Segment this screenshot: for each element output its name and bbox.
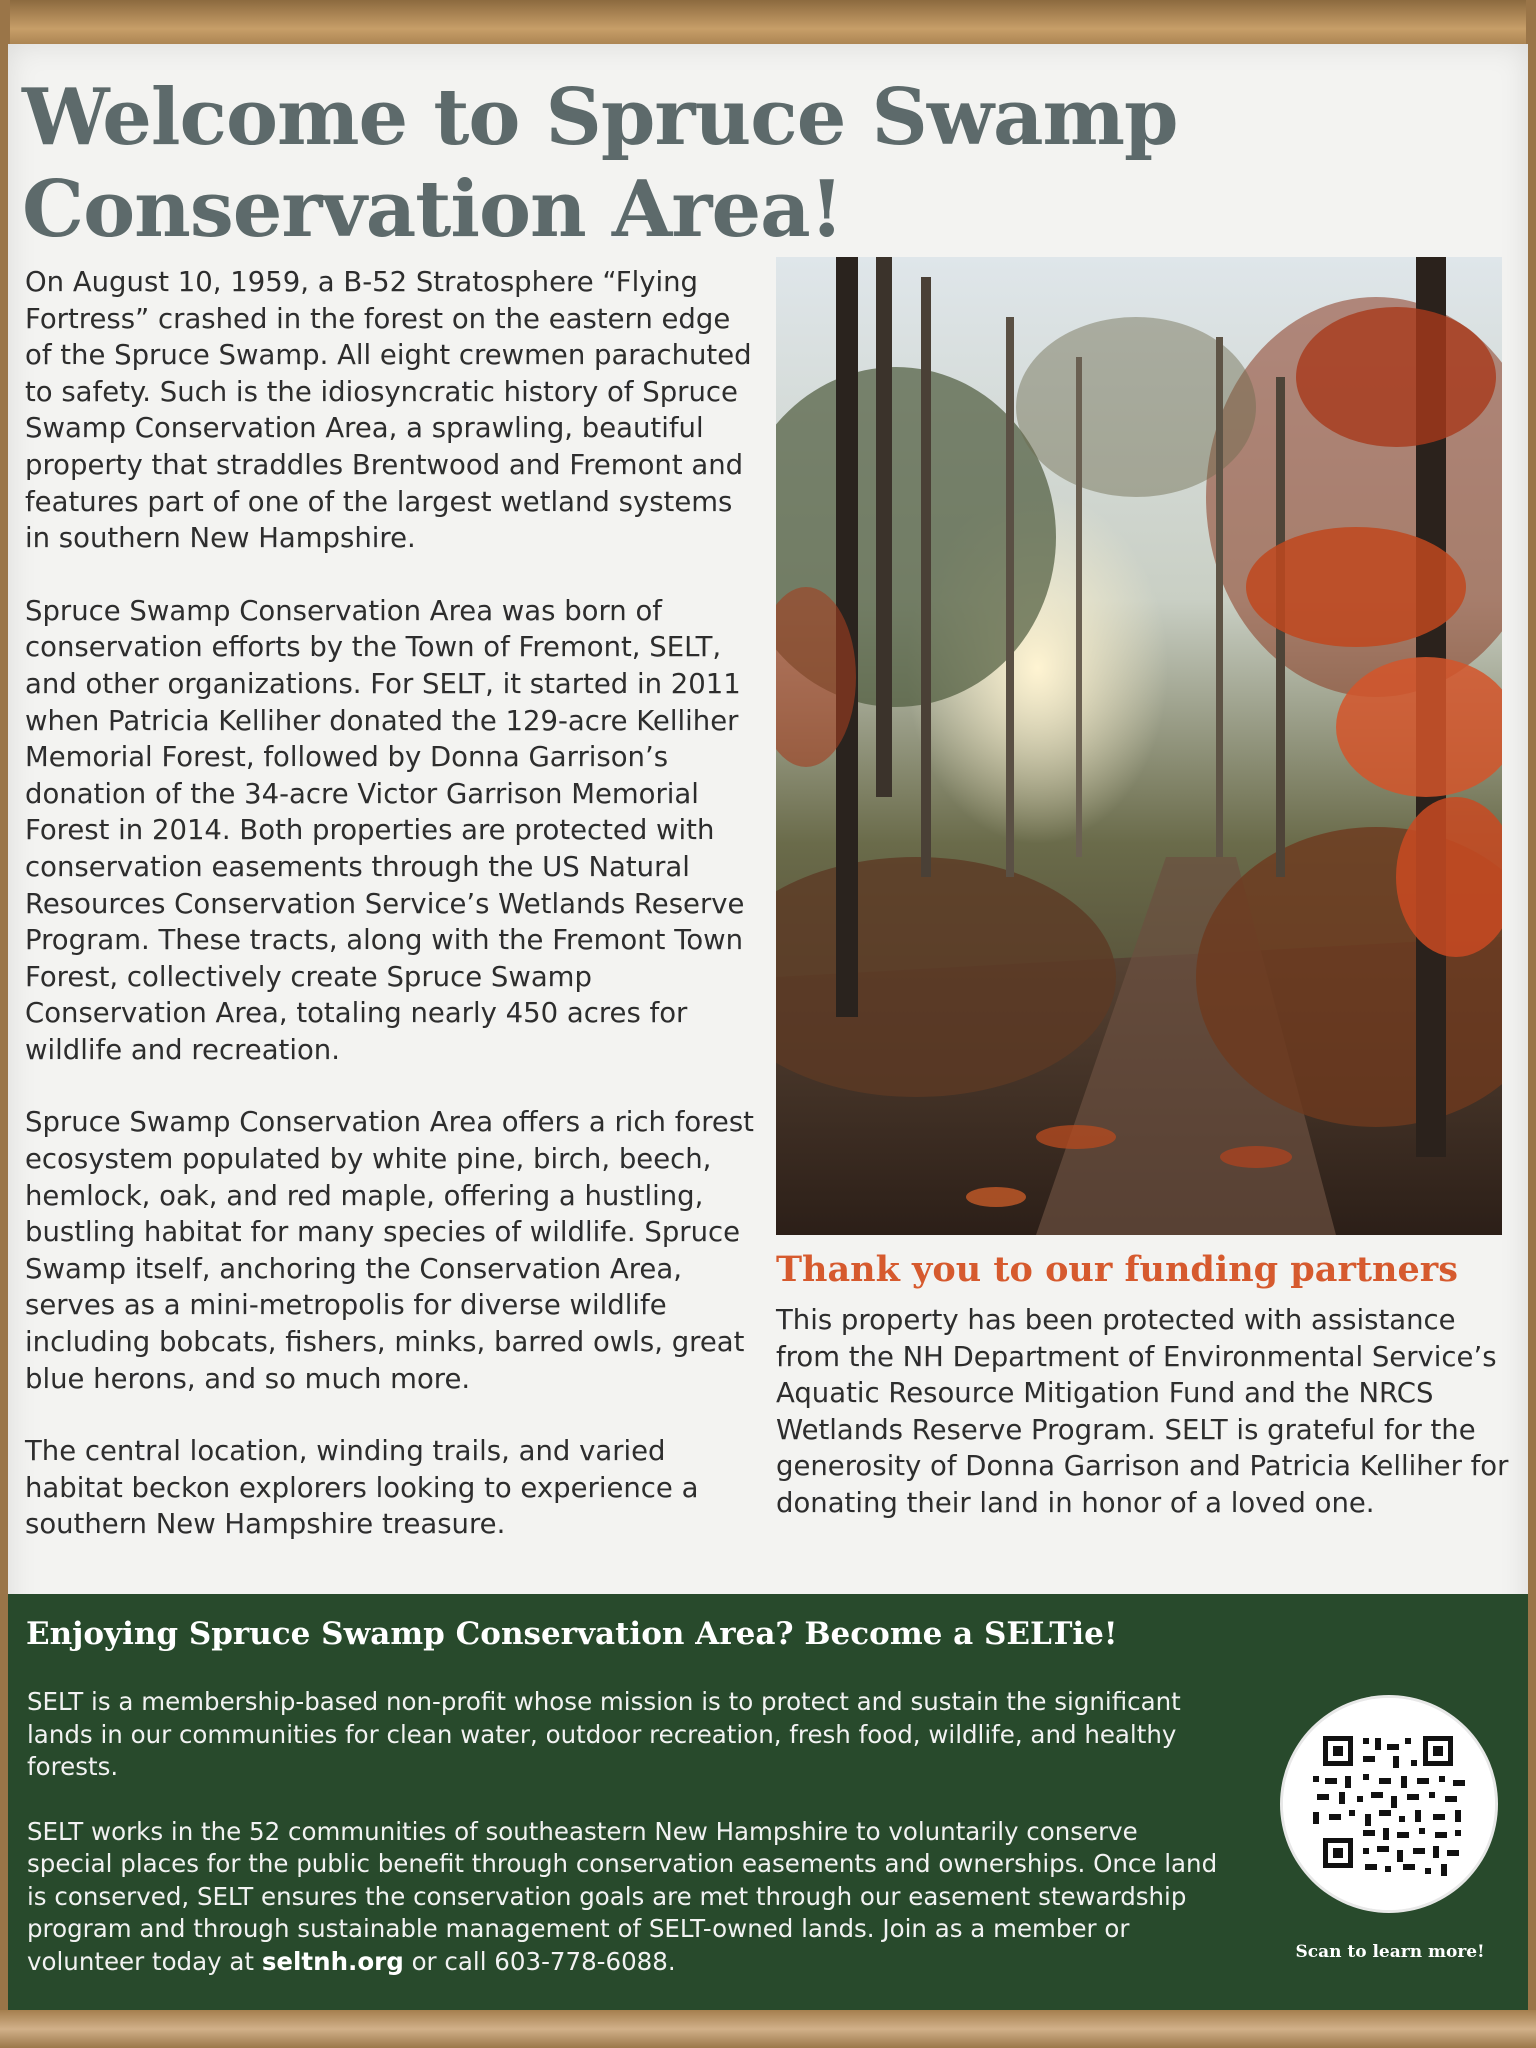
history-column bbox=[25, 264, 755, 1579]
title-line-2: Conservation Area! bbox=[22, 164, 843, 255]
communities-text: SELT works in the 52 communities of southeastern New Hampshire to voluntarily conserve special places for the public benefit through conservation easements and ownerships. Once land is conserved, SELT ensures the conservation goals are met through our easement stewardship program and through sustainable management of SELT-owned lands. Join as a member or volunteer today at bbox=[27, 1816, 1218, 1976]
funding-partners-text: This property has been protected with assistance from the NH Department of Environmental Service’s Aquatic Resource Mitigation Fund and the NRCS Wetlands Reserve Program. SELT is grateful for the generosity of Donna Garrison and Patricia Kelliher for donating their land in honor of a loved one. bbox=[776, 1304, 1509, 1519]
communities-paragraph bbox=[27, 1816, 1227, 1979]
phone-text: or call 603-778-6088. bbox=[403, 1946, 676, 1976]
page-title bbox=[22, 72, 1222, 256]
wooden-frame-bottom bbox=[0, 2010, 1536, 2048]
funding-partners-heading: Thank you to our funding partners bbox=[776, 1249, 1458, 1290]
ecosystem-paragraph: Spruce Swamp Conservation Area offers a rich forest ecosystem populated by white pine, birch, beech, hemlock, oak, and red maple, offering a hustling, bustling habitat for many species of wildlife. Spruce Swamp itself, anchoring the Conservation Area, serves as a mini-metropolis for diverse wildlife including bobcats, fishers, minks, barred owls, great blue herons, and so much more. bbox=[25, 1106, 754, 1395]
wooden-frame-top bbox=[0, 0, 1536, 48]
origin-paragraph: Spruce Swamp Conservation Area was born of conservation efforts by the Town of Fremont, SELT, and other organizations. For SELT, it started in 2011 when Patricia Kelliher donated the 129-acre Kelliher Memorial Forest, followed by Donna Garrison’s donation of the 34-acre Victor Garrison Memorial Forest in 2014. Both properties are protected with conservation easements through the US Natural Resources Conservation Service’s Wetlands Reserve Program. These tracts, along with the Fremont Town Forest, collectively create Spruce Swamp Conservation Area, totaling nearly 450 acres for wildlife and recreation. bbox=[25, 594, 745, 1066]
membership-heading: Enjoying Spruce Swamp Conservation Area? Become a SELTie! bbox=[26, 1616, 1118, 1652]
location-paragraph: The central location, winding trails, and varied habitat beckon explorers looking to experience a southern New Hampshire treasure. bbox=[25, 1435, 699, 1541]
website-link[interactable]: seltnh.org bbox=[261, 1946, 404, 1976]
forest-trail-photo bbox=[776, 257, 1502, 1235]
history-paragraph: On August 10, 1959, a B-52 Stratosphere “Flying Fortress” crashed in the forest on the eastern edge of the Spruce Swamp. All eight crewmen parachuted to safety. Such is the idiosyncratic history of Spruce Swamp Conservation Area, a sprawling, beautiful property that straddles Brentwood and Fremont and features part of one of the largest wetland systems in southern New Hampshire. bbox=[25, 266, 752, 555]
mission-paragraph: SELT is a membership-based non-profit whose mission is to protect and sustain the significant lands in our communities for clean water, outdoor recreation, fresh food, wildlife, and healthy forests. bbox=[27, 1687, 1181, 1781]
qr-code[interactable] bbox=[1283, 1698, 1495, 1910]
title-line-1: Welcome to Spruce Swamp bbox=[22, 72, 1178, 163]
membership-text bbox=[27, 1686, 1227, 2010]
qr-caption: Scan to learn more! bbox=[1295, 1942, 1485, 1962]
